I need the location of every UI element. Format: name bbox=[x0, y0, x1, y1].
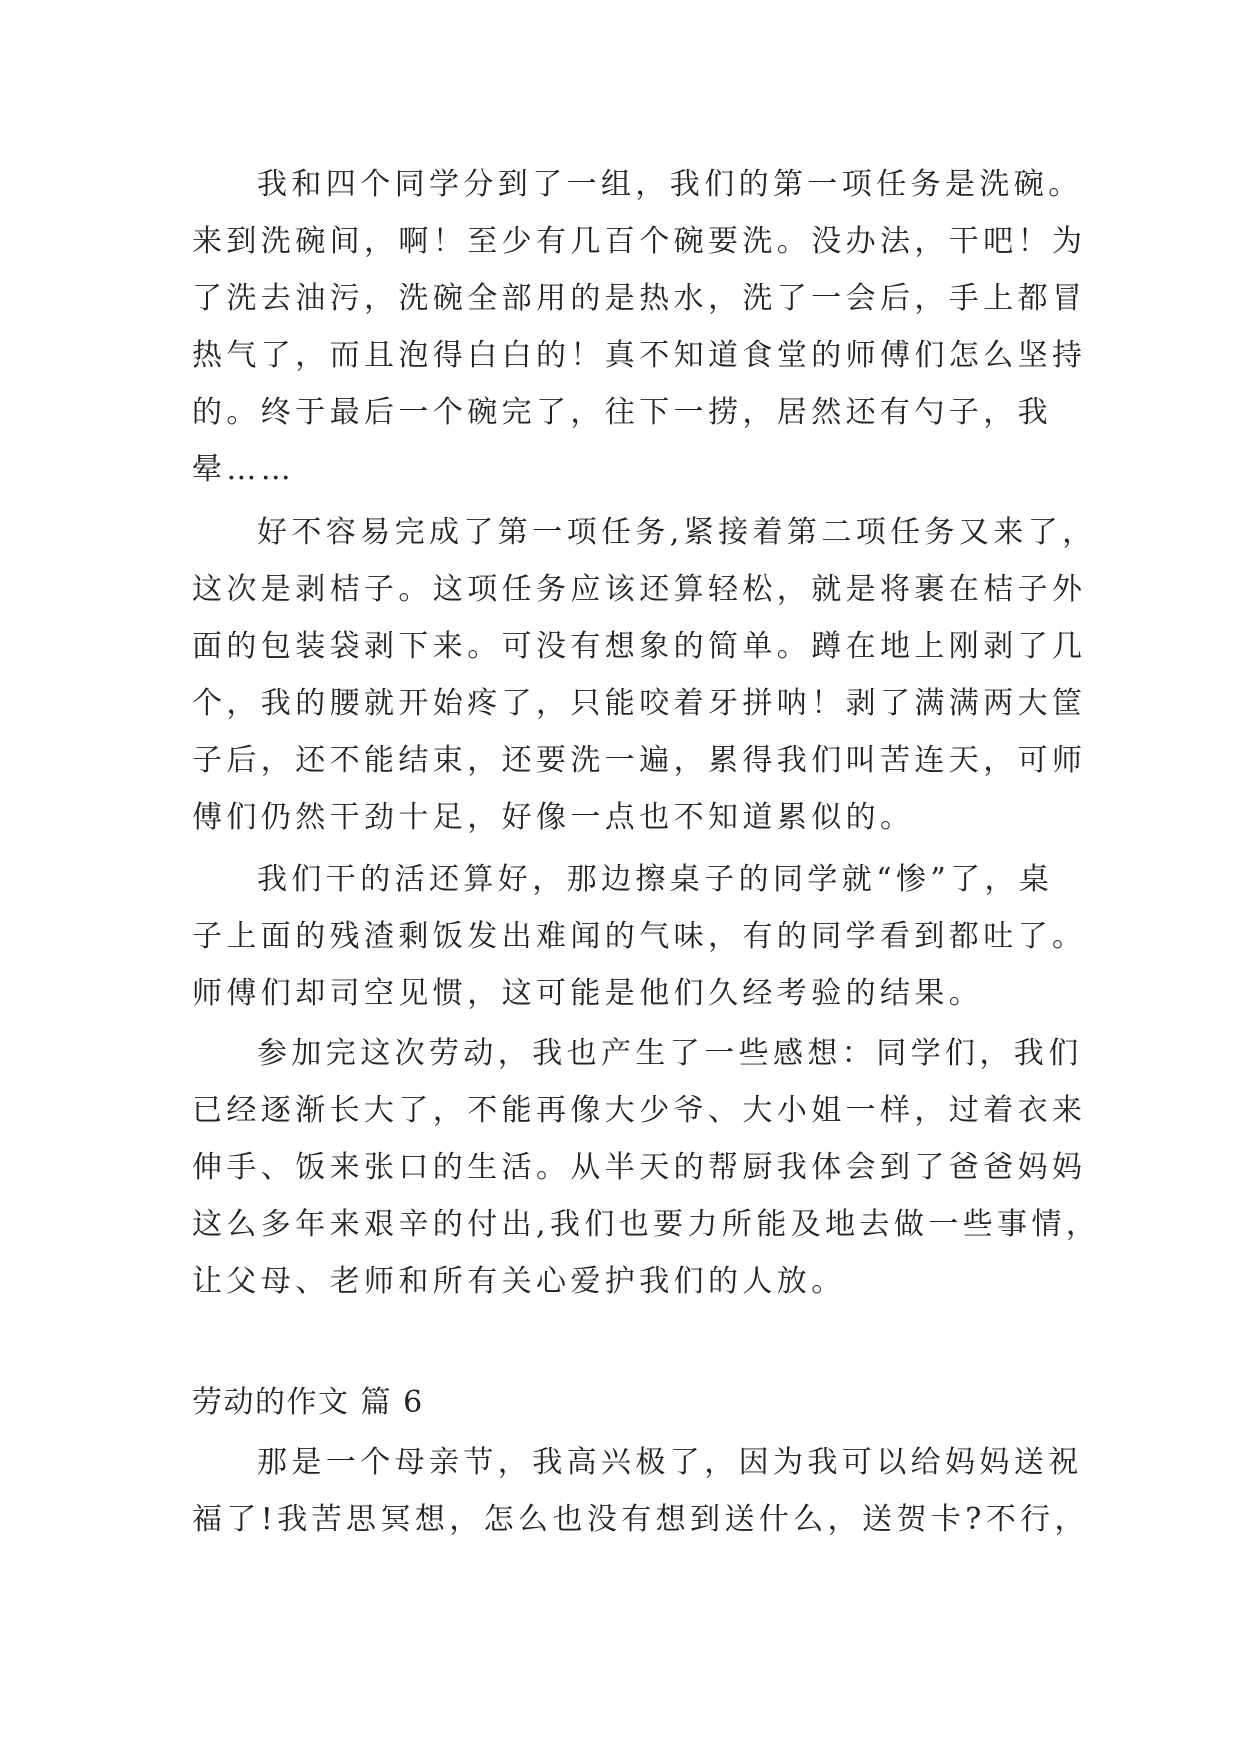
paragraph-2-line-3: 面的包装袋剥下来。可没有想象的简单。蹲在地上刚剥了几 bbox=[192, 629, 1087, 664]
paragraph-2-line-4: 个，我的腰就开始疼了，只能咬着牙拼呐！剥了满满两大筐 bbox=[192, 686, 1087, 721]
section-paragraph-line-1: 那是一个母亲节，我高兴极了，因为我可以给妈妈送祝 bbox=[257, 1445, 1083, 1480]
section-heading: 劳动的作文 篇 6 bbox=[192, 1385, 424, 1420]
paragraph-3-line-1: 我们干的活还算好，那边擦桌子的同学就“惨”了，桌 bbox=[257, 862, 1054, 897]
paragraph-2-line-2: 这次是剥桔子。这项任务应该还算轻松，就是将裹在桔子外 bbox=[192, 572, 1087, 607]
paragraph-1-line-6: 晕…… bbox=[192, 452, 296, 487]
paragraph-1-line-1: 我和四个同学分到了一组，我们的第一项任务是洗碗。 bbox=[257, 167, 1083, 202]
paragraph-3-line-3: 师傅们却司空见惯，这可能是他们久经考验的结果。 bbox=[192, 976, 984, 1011]
paragraph-1-line-3: 了洗去油污，洗碗全部用的是热水，洗了一会后，手上都冒 bbox=[192, 281, 1087, 316]
paragraph-4-line-4: 这么多年来艰辛的付出,我们也要力所能及地去做一些事情， bbox=[192, 1207, 1101, 1242]
paragraph-4-line-2: 已经逐渐长大了，不能再像大少爷、大小姐一样，过着衣来 bbox=[192, 1093, 1087, 1128]
paragraph-2-line-5: 子后，还不能结束，还要洗一遍，累得我们叫苦连天，可师 bbox=[192, 743, 1087, 778]
paragraph-4-line-1: 参加完这次劳动，我也产生了一些感想：同学们，我们 bbox=[257, 1036, 1083, 1071]
paragraph-2-line-1: 好不容易完成了第一项任务,紧接着第二项任务又来了， bbox=[257, 515, 1097, 550]
section-paragraph-line-2: 福了!我苦思冥想，怎么也没有想到送什么，送贺卡?不行， bbox=[192, 1502, 1089, 1537]
paragraph-4-line-5: 让父母、老师和所有关心爱护我们的人放。 bbox=[192, 1264, 846, 1299]
paragraph-1-line-4: 热气了，而且泡得白白的！真不知道食堂的师傅们怎么坚持 bbox=[192, 338, 1087, 373]
paragraph-1-line-2: 来到洗碗间，啊！至少有几百个碗要洗。没办法，干吧！为 bbox=[192, 224, 1087, 259]
paragraph-1-line-5: 的。终于最后一个碗完了，往下一捞，居然还有勺子，我 bbox=[192, 395, 1052, 430]
paragraph-2-line-6: 傅们仍然干劲十足，好像一点也不知道累似的。 bbox=[192, 800, 915, 835]
paragraph-4-line-3: 伸手、饭来张口的生活。从半天的帮厨我体会到了爸爸妈妈 bbox=[192, 1150, 1087, 1185]
paragraph-3-line-2: 子上面的残渣剩饭发出难闻的气味，有的同学看到都吐了。 bbox=[192, 919, 1087, 954]
